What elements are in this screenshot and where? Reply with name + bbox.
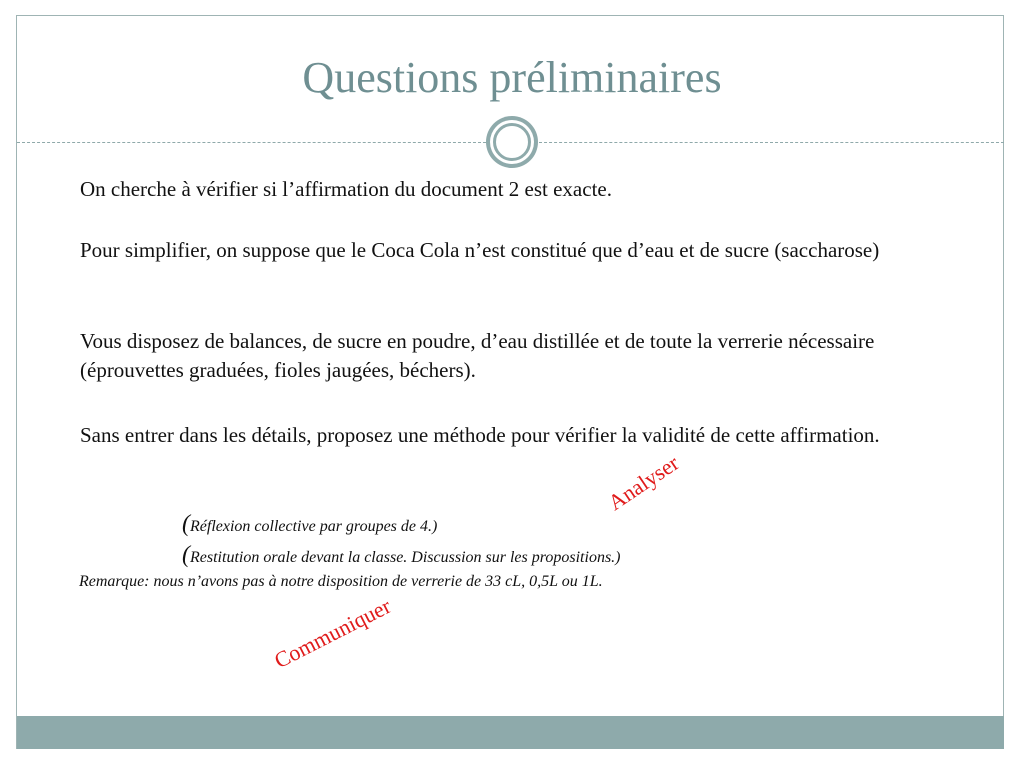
slide-title: Questions préliminaires <box>302 53 722 102</box>
paragraph-hypothesis: Pour simplifier, on suppose que le Coca Cola n’est constitué que d’eau et de sucre (saccharose) <box>80 238 880 262</box>
annotation-communiquer: Communiquer <box>270 593 395 674</box>
note-paren: ( <box>182 542 190 568</box>
note-oral-restitution <box>182 542 621 569</box>
note-text: Restitution orale devant la classe. Discussion sur les propositions.) <box>190 549 621 566</box>
paragraph-task: Sans entrer dans les détails, proposez une méthode pour vérifier la validité de cette affirmation. <box>80 423 880 447</box>
footer-bar <box>17 716 1004 749</box>
title-divider-right <box>539 142 1004 143</box>
note-paren: ( <box>182 511 190 537</box>
title-divider-left <box>17 142 486 143</box>
note-group-work <box>182 511 437 538</box>
paragraph-objective: On cherche à vérifier si l’affirmation du document 2 est exacte. <box>80 177 612 201</box>
annotation-analyser: Analyser <box>603 450 684 516</box>
remark-text: Remarque: nous n’avons pas à notre disposition de verrerie de 33 cL, 0,5L ou 1L. <box>79 573 603 590</box>
note-text: Réflexion collective par groupes de 4.) <box>190 518 438 535</box>
paragraph-materials: Vous disposez de balances, de sucre en poudre, d’eau distillée et de toute la verrerie nécessaire (éprouvettes graduées, fioles jaugées, béchers). <box>80 329 875 382</box>
ring-ornament-icon <box>486 116 538 168</box>
